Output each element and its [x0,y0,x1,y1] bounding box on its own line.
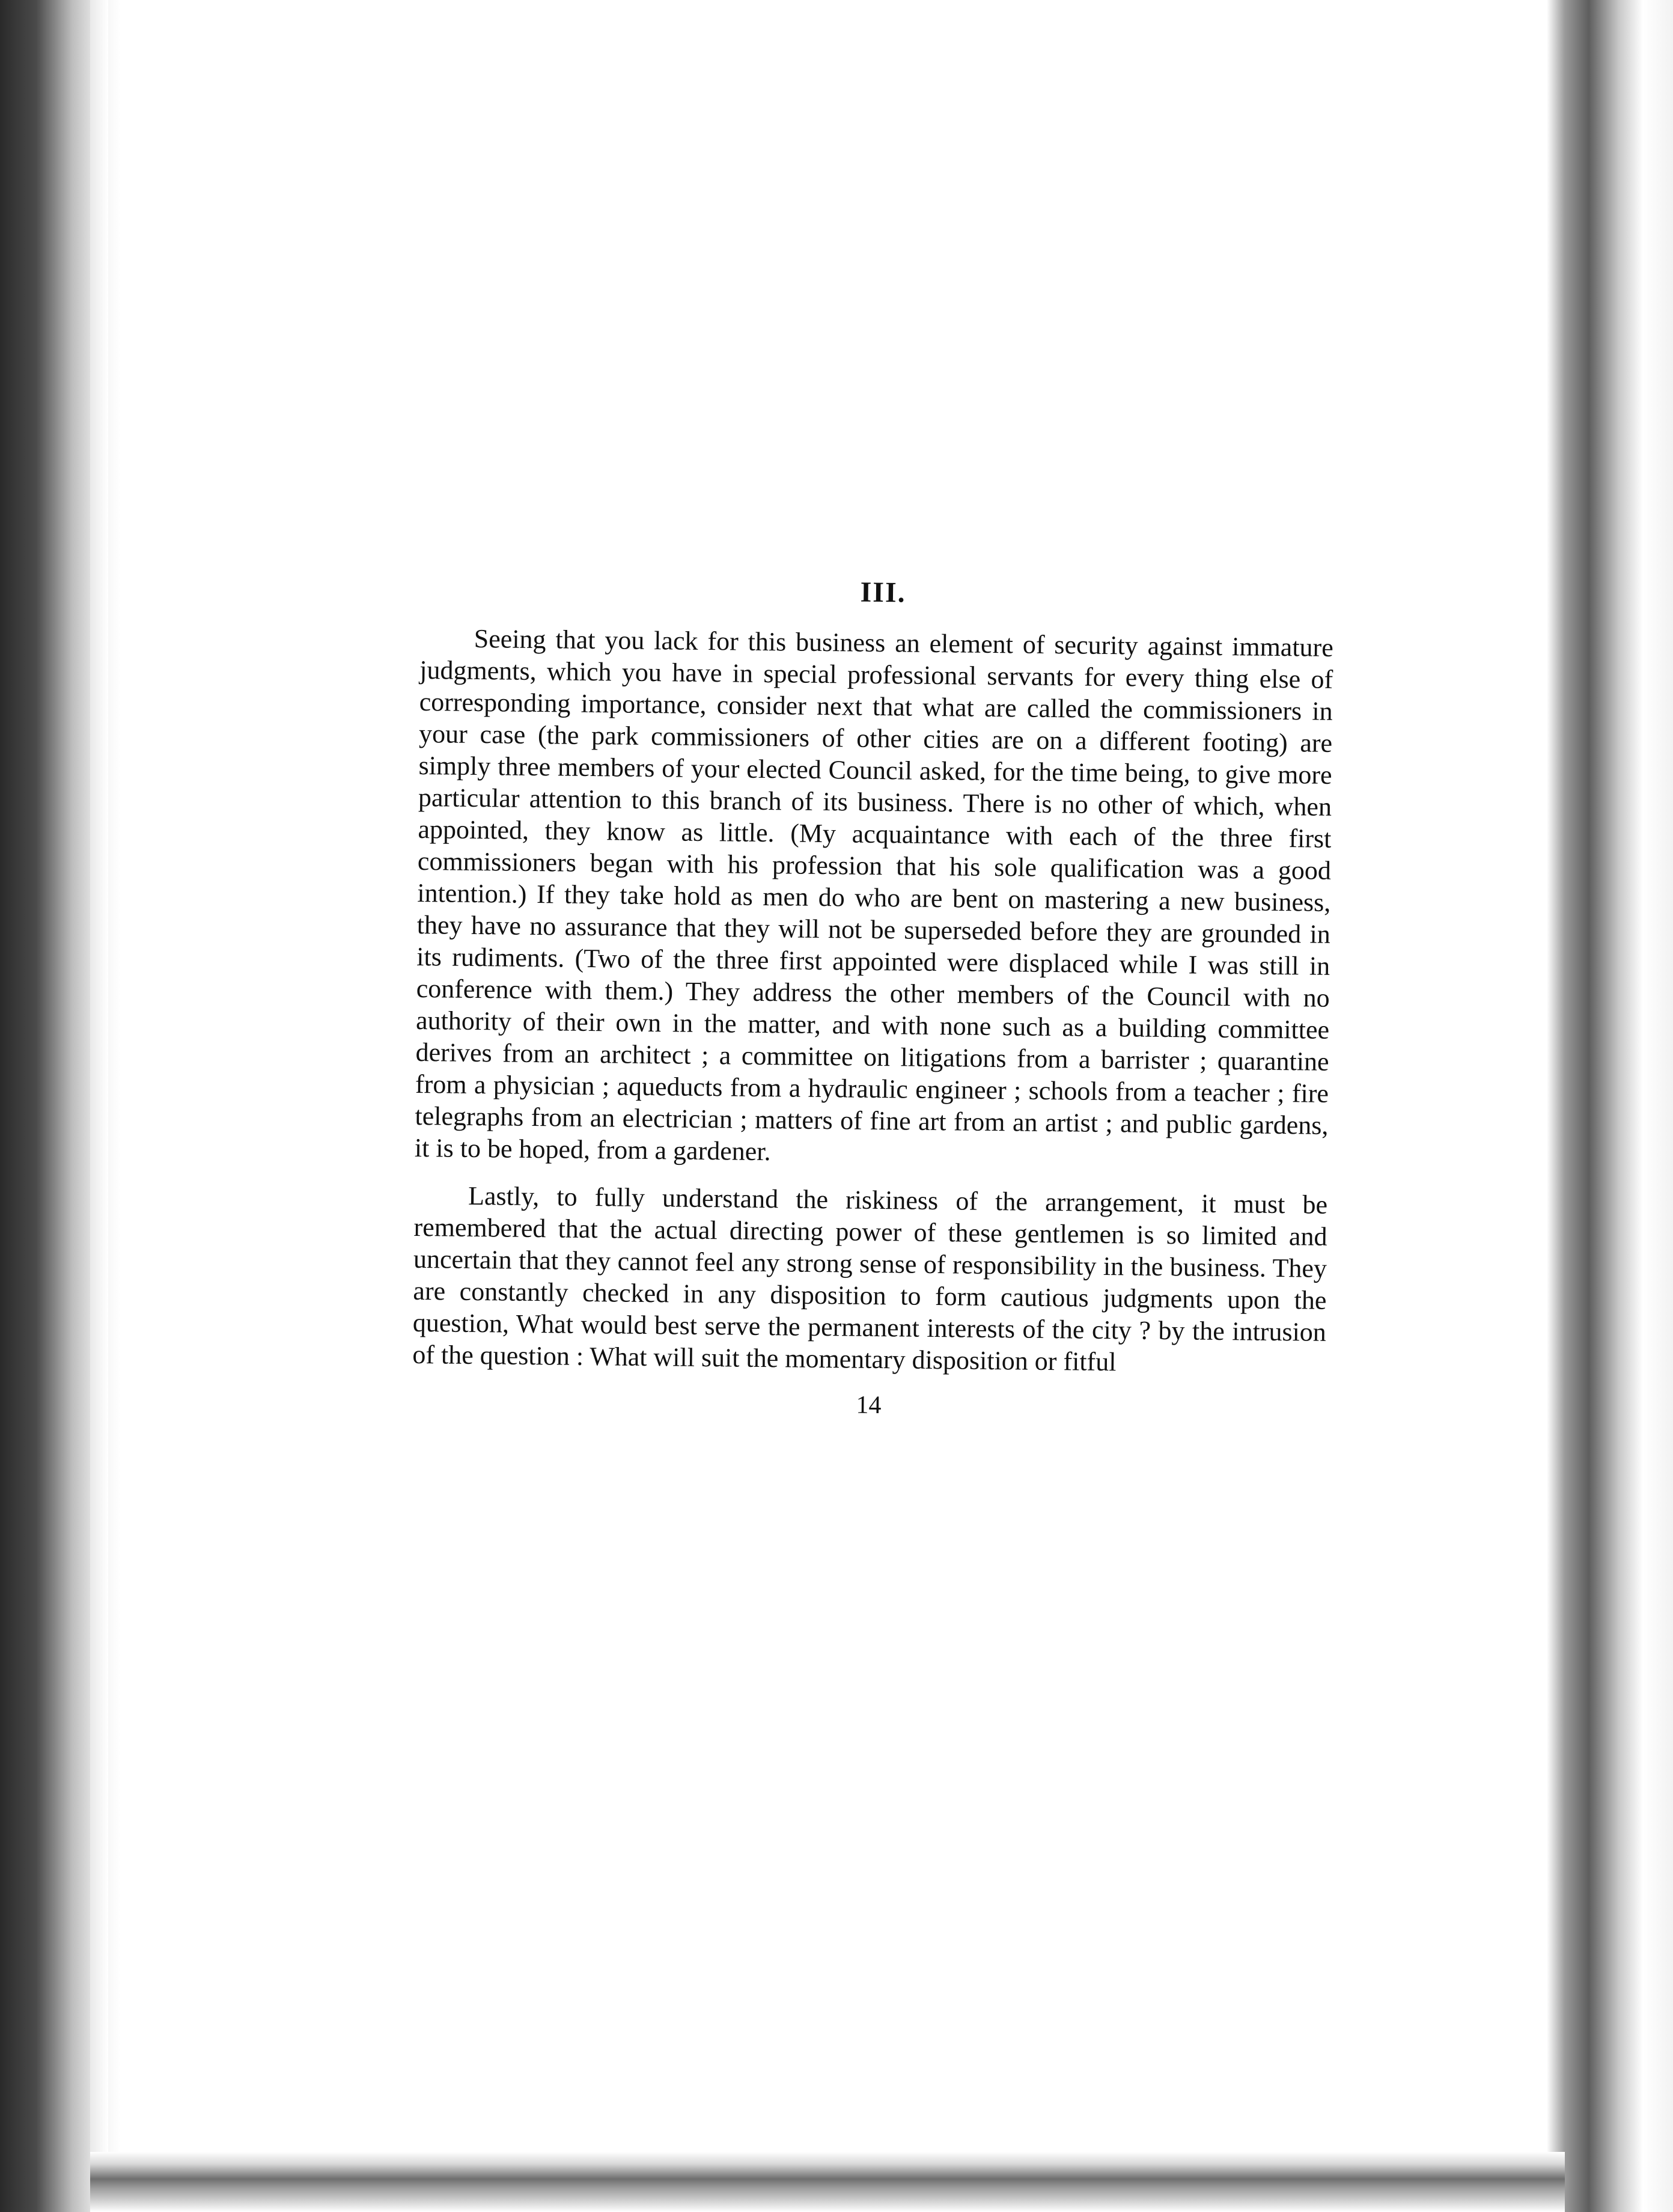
scan-edge-right [1547,0,1673,2212]
paragraph-2: Lastly, to fully understand the riskiness of the arrangement, it must be remembered that the actual directing power of these gentlemen is so limited and uncertain that they cannot feel any strong sense of responsibility in the business. They are constantly checked in any disposition to form cautious judgments upon the question, What would best serve the permanent interests of the city ? by the intrusion of the question : What will suit the momentary disposition or fitful [412,1181,1328,1377]
page-number: 14 [856,1391,882,1420]
scan-edge-bottom [90,2152,1565,2212]
page-text-block [412,571,1334,1425]
section-number: III. [860,576,906,609]
scan-page-fold [90,0,108,2152]
paragraph-1: Seeing that you lack for this business an element of security against immature judgments, which you have in special professional servants for every thing else of corresponding importance, consider next that what are called the commissioners in your case (the park commissioners of other cities are on a different footing) are simply three members of your elected Council asked, for the time being, to give more particular attention to this branch of its business. There is no other of which, when appointed, they know as little. (My acquaintance with each of the three first commissioners began with his profession that his sole qualification was a good intention.) If they take hold as men do who are bent on mastering a new business, they have no assurance that they will not be superseded before they are grounded in its rudiments. (Two of the three first appointed were displaced while I was still in conference with them.) They address the other members of the Council with no authority of their own in the matter, and with none such as a building committee derives from an architect ; a committee on litigations from a barrister ; quarantine from a physician ; aqueducts from a hydraulic engineer ; schools from a teacher ; fire telegraphs from an electrician ; matters of fine art from an artist ; and public gardens, it is to be hoped, from a gardener. [414,623,1334,1167]
